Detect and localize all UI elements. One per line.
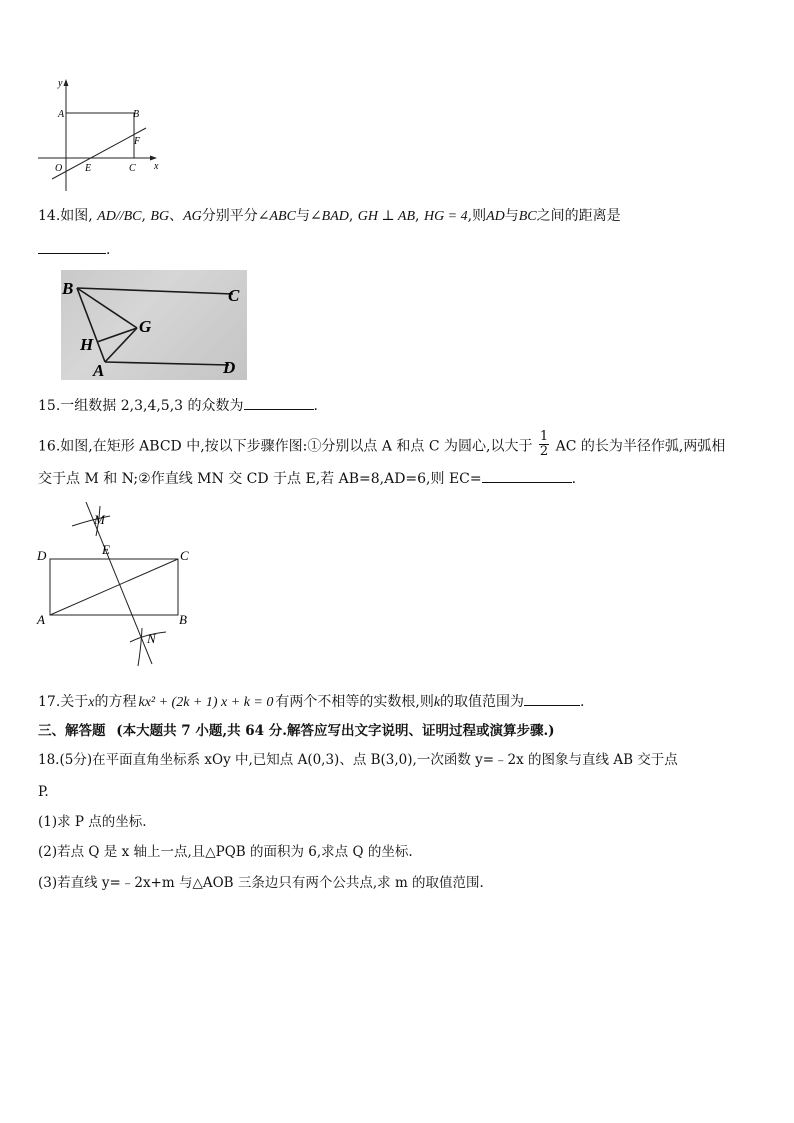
q16-text: 交于点 M 和 N;②作直线 MN 交 CD 于点 E,若 AB=8,AD=6,则 EC= bbox=[38, 471, 482, 487]
question-14 bbox=[38, 207, 621, 226]
label-N: N bbox=[147, 631, 156, 646]
question-15 bbox=[38, 396, 318, 415]
label-H: H bbox=[80, 335, 94, 354]
answer-blank[interactable] bbox=[38, 240, 106, 254]
label-x: x bbox=[154, 161, 159, 172]
label-E: E bbox=[85, 163, 92, 174]
q16-end: . bbox=[571, 471, 577, 487]
q14-text: , bbox=[141, 208, 146, 224]
q18-part: (3)若直线 y=﹣2x+m 与△AOB 三条边只有两个公共点,求 m 的取值范围. bbox=[38, 875, 484, 891]
answer-blank[interactable] bbox=[482, 469, 572, 483]
label-B: B bbox=[179, 612, 187, 627]
y-axis-arrow bbox=[64, 79, 69, 86]
label-F: F bbox=[134, 136, 141, 147]
q14-text: 如图, bbox=[60, 208, 93, 224]
label-A: A bbox=[93, 361, 105, 380]
label-G: G bbox=[139, 317, 152, 336]
q18-text: 18.(5分)在平面直角坐标系 xOy 中,已知点 A(0,3)、点 B(3,0),一次函数 y=﹣2x 的图象与直线 AB 交于点 bbox=[38, 752, 678, 768]
fraction-numerator: 1 bbox=[539, 429, 549, 444]
q14-text: 与 bbox=[295, 208, 310, 224]
q14-text: 与 bbox=[504, 208, 519, 224]
label-M: M bbox=[94, 512, 105, 527]
fraction-denominator: 2 bbox=[539, 444, 549, 459]
q17-text: 的方程 bbox=[94, 694, 137, 710]
q14-math: BG bbox=[150, 209, 170, 224]
q14-text: 之间的距离是 bbox=[536, 208, 621, 224]
question-18-line2 bbox=[38, 783, 49, 801]
question-17 bbox=[38, 692, 585, 712]
question-14-answer bbox=[38, 240, 110, 259]
q18-text: P. bbox=[38, 784, 49, 800]
label-C: C bbox=[228, 286, 240, 305]
segment-BG bbox=[77, 288, 137, 328]
q14-math: GH ⊥ AB bbox=[357, 209, 416, 224]
label-B: B bbox=[133, 109, 140, 120]
q18-part: (2)若点 Q 是 x 轴上一点,且△PQB 的面积为 6,求点 Q 的坐标. bbox=[38, 844, 413, 860]
label-A: A bbox=[37, 612, 45, 627]
segment-BC bbox=[77, 288, 233, 294]
label-A: A bbox=[58, 109, 65, 120]
question-16-line1 bbox=[38, 429, 726, 461]
segment-AD bbox=[105, 362, 229, 365]
figure-q14 bbox=[61, 270, 247, 380]
q14-text: , bbox=[348, 208, 354, 224]
label-O: O bbox=[55, 163, 63, 174]
q14-text: 分别平分 bbox=[201, 208, 258, 224]
q14-text: ,则 bbox=[467, 208, 487, 224]
q16-text: 16.如图,在矩形 ABCD 中,按以下步骤作图:①分别以点 A 和点 C 为圆心,以大于 bbox=[38, 438, 533, 455]
question-18-part1 bbox=[38, 813, 147, 831]
question-18-line1 bbox=[38, 751, 678, 769]
q17-math: k bbox=[433, 695, 441, 710]
label-E: E bbox=[102, 542, 110, 557]
label-D: D bbox=[37, 548, 47, 563]
q14-math: BC bbox=[518, 209, 537, 224]
q15-end: . bbox=[313, 398, 318, 414]
q16-text: AC 的长为半径作弧,两弧相 bbox=[555, 438, 726, 455]
question-16-line2 bbox=[38, 469, 576, 488]
q14-math: HG = 4 bbox=[423, 209, 468, 224]
figure-q14-photo bbox=[61, 270, 247, 380]
q17-equation: kx² + (2k + 1) x + k = 0 bbox=[138, 695, 274, 710]
section-title: 三、解答题 bbox=[38, 723, 106, 739]
x-axis-arrow bbox=[150, 156, 157, 161]
label-C: C bbox=[180, 548, 189, 563]
q14-text: 、 bbox=[169, 208, 184, 224]
answer-blank[interactable] bbox=[524, 692, 580, 706]
rectangle-OABC bbox=[66, 113, 134, 158]
q17-end: . bbox=[580, 694, 585, 710]
q14-number: 14. bbox=[38, 208, 61, 224]
label-B: B bbox=[62, 279, 74, 298]
figure-q16 bbox=[34, 496, 204, 668]
q17-text: 的取值范围为 bbox=[440, 694, 525, 710]
label-D: D bbox=[223, 358, 236, 377]
q14-end: . bbox=[106, 242, 111, 258]
diagonal-AC bbox=[50, 559, 178, 615]
q14-math: ∠BAD bbox=[309, 209, 349, 224]
fraction-half bbox=[539, 430, 549, 459]
question-18-part2 bbox=[38, 843, 413, 861]
section-3-header bbox=[38, 722, 555, 740]
section-note: (本大题共 7 小题,共 64 分.解答应写出文字说明、证明过程或演算步骤.) bbox=[116, 723, 555, 739]
label-C: C bbox=[129, 163, 136, 174]
q14-text: , bbox=[415, 208, 420, 224]
q17-text: 17.关于 bbox=[38, 694, 89, 710]
q14-math: AG bbox=[183, 209, 202, 224]
q14-math: AD//BC bbox=[97, 209, 142, 224]
q14-math: ∠ABC bbox=[257, 209, 296, 224]
q17-math: x bbox=[88, 695, 95, 710]
label-y: y bbox=[58, 78, 63, 89]
q17-text: 有两个不相等的实数根,则 bbox=[275, 694, 434, 710]
q15-text: 15.一组数据 2,3,4,5,3 的众数为 bbox=[38, 398, 244, 414]
q14-math: AD bbox=[486, 209, 505, 224]
question-18-part3 bbox=[38, 874, 484, 892]
q18-part: (1)求 P 点的坐标. bbox=[38, 814, 147, 830]
figure-q13 bbox=[36, 76, 166, 196]
answer-blank[interactable] bbox=[244, 396, 314, 410]
